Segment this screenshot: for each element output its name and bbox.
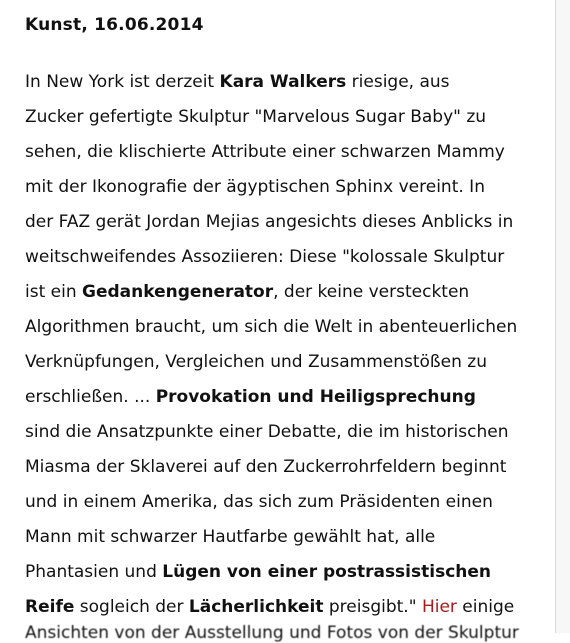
article-line (25, 488, 555, 523)
text-segment: mit der Ikonografie der ägyptischen Sphinx vereint. In (25, 177, 485, 197)
article-cut-line (25, 623, 545, 643)
text-segment: In New York ist derzeit (25, 72, 220, 92)
text-segment: und in einem Amerika, das sich zum Präsidenten einen (25, 492, 493, 512)
bold-text: Reife (25, 597, 75, 617)
text-segment: Algorithmen braucht, um sich die Welt in abenteuerlichen (25, 317, 518, 337)
article-line (25, 453, 555, 488)
article-line (25, 523, 555, 558)
text-segment: einige (456, 597, 515, 617)
article-line (25, 208, 555, 243)
text-segment: erschließen. ... (25, 387, 156, 407)
text-segment: Phantasien und (25, 562, 163, 582)
text-segment: preisgibt." (323, 597, 422, 617)
article-heading: Kunst, 16.06.2014 (25, 15, 204, 35)
bold-text: Provokation und Heiligsprechung (155, 387, 476, 407)
right-gutter (556, 0, 570, 633)
article-line (25, 138, 555, 173)
bold-text: Kara Walkers (219, 72, 347, 92)
bold-text: Gedankengenerator (82, 282, 274, 302)
bold-text: Lächerlichkeit (188, 597, 324, 617)
article-line (25, 558, 555, 593)
text-segment: Verknüpfungen, Vergleichen und Zusammenstößen zu (25, 352, 487, 372)
text-segment: riesige, aus (346, 72, 450, 92)
article-line (25, 173, 555, 208)
text-segment: Zucker gefertigte Skulptur "Marvelous Sugar Baby" zu (25, 107, 487, 127)
hier-link[interactable]: Hier (421, 597, 457, 617)
text-segment: ist ein (25, 282, 83, 302)
text-segment: sogleich der (74, 597, 189, 617)
text-segment: sind die Ansatzpunkte einer Debatte, die im historischen (25, 422, 509, 442)
article-line (25, 243, 555, 278)
article-line (25, 383, 555, 418)
cut-line-text: Ansichten von der Ausstellung und Fotos von der Skulptur (25, 623, 519, 643)
article-line (25, 68, 555, 103)
article-line (25, 103, 555, 138)
article-body (25, 68, 555, 628)
text-segment: der FAZ gerät Jordan Mejias angesichts dieses Anblicks in (25, 212, 514, 232)
text-segment: weitschweifendes Assoziieren: Diese "kolossale Skulptur (25, 247, 505, 267)
article-line (25, 313, 555, 348)
article-line (25, 418, 555, 453)
article-line (25, 278, 555, 313)
article-line (25, 348, 555, 383)
bold-text: Lügen von einer postrassistischen (162, 562, 492, 582)
text-segment: , der keine versteckten (273, 282, 470, 302)
text-segment: sehen, die klischierte Attribute einer schwarzen Mammy (25, 142, 505, 162)
text-segment: Mann mit schwarzer Hautfarbe gewählt hat, alle (25, 527, 436, 547)
text-segment: Miasma der Sklaverei auf den Zuckerrohrfeldern beginnt (25, 457, 507, 477)
